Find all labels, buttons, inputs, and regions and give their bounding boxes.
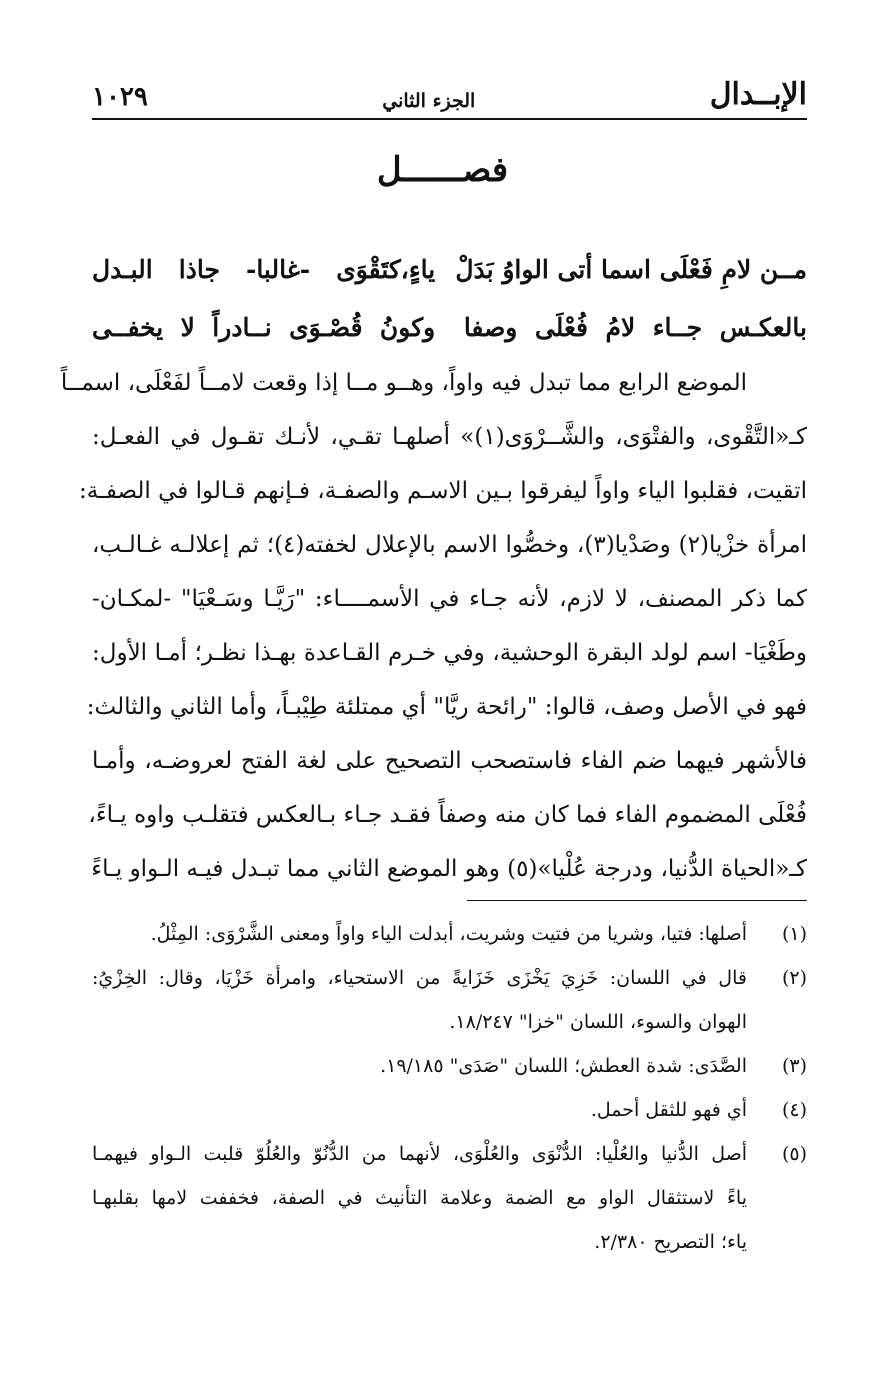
verse-line [92, 248, 807, 306]
running-header [92, 74, 807, 120]
footnotes [92, 912, 807, 1264]
footnote [92, 1044, 807, 1088]
prose-line: كما ذكر المصنف، لا لازم، لأنه جـاء في الأسمــــاء: "رَيَّـا وسَـعْيَا" -لمكـان- [92, 586, 807, 612]
verse-first-hemistich: مــن لامِ فَعْلَى اسما أتى الواوُ بَدَلْ [455, 255, 807, 284]
footnote [92, 912, 807, 956]
footnote-line: الصَّدَى: شدة العطش؛ اللسان "صَدَى" ١٩/١٨٥. [380, 1055, 747, 1077]
prose-line: اتقيت، فقلبوا الياء واواً ليفرقوا بـين الاسـم والصفـة، فـإنهم قـالوا في الصفـة: [79, 478, 807, 504]
prose-line: كـ«التَّقْوى، والفتْوَى، والشَّــرْوَى(١)» أصلهـا تقـي، لأنـك تقـول في الفعـل: [92, 424, 807, 450]
footnote-line: الهوان والسوء، اللسان "خزا" ١٨/٢٤٧. [449, 1011, 747, 1033]
footnote-body [92, 1132, 747, 1264]
prose-line: امرأة خزْيا(٢) وصَدْيا(٣)، وخصُّوا الاسم بالإعلال لخفته(٤)؛ ثم إعلالـه غـالـب، [92, 532, 807, 558]
footnote-line: أي فهو للثقل أحمل. [590, 1099, 747, 1121]
footnote [92, 1088, 807, 1132]
footnote-number: (١) [781, 923, 807, 945]
prose-line: فهو في الأصل وصف، قالوا: "رائحة ريَّا" أي ممتلئة طِيْبـاً، وأما الثاني والثالث: [86, 694, 807, 720]
footnote-line: أصلها: فتيا، وشريا من فتيت وشريت، أبدلت الياء واواً ومعنى الشَّرْوَى: المِثْلُ. [150, 923, 747, 945]
footnote-line: أصل الدُّنيا والعُلْيا: الدُّنْوَى والعُلْوَى، لأنهما من الدُّنُوّ والعُلُوّ قلبت الـواو فيهمـا [92, 1143, 747, 1165]
section-title-text: فصــــــل [376, 150, 509, 190]
footnote-number: (٤) [781, 1099, 807, 1121]
page-number: ١٠٢٩ [92, 82, 148, 112]
chapter-title: الإبــدال [709, 77, 807, 112]
footnote-number: (٣) [781, 1055, 807, 1077]
verse-block [92, 248, 807, 364]
section-heading [0, 150, 885, 190]
footnote-number: (٥) [781, 1143, 807, 1165]
footnote [92, 1132, 807, 1264]
prose-line: الموضع الرابع مما تبدل فيه واواً، وهــو مــا إذا وقعت لامــاً لفَعْلَى، اسمــاً [60, 370, 747, 396]
verse-first-hemistich: بالعكـس جــاء لامُ فُعْلَى وصفا [463, 313, 807, 342]
prose-line: كـ«الحياة الدُّنيا، ودرجة عُلْيا»(٥) وهو الموضع الثاني مما تبـدل فيـه الـواو يـاءً [91, 856, 807, 882]
footnote-separator [467, 900, 807, 901]
footnote-line: قال في اللسان: خَزِيَ يَخْزَى خَزَايةً من الاستحياء، وامرأة خَزْيَا، وقال: الخِزْيُ: [92, 967, 747, 989]
prose-line: وطَغْيَا- اسم لولد البقرة الوحشية، وفي خـرم القـاعدة بهـذا نظـر؛ أمـا الأول: [92, 640, 807, 666]
footnote-body [92, 956, 747, 1044]
commentary-paragraph [60, 356, 807, 896]
footnote-body [92, 912, 747, 956]
part-label: الجزء الثاني [382, 90, 476, 112]
footnote-line: ياءً لاستثقال الواو مع الضمة وعلامة التأنيث في الصفة، فخففت لامها بقلبهـا [92, 1187, 747, 1209]
prose-line: فُعْلَى المضموم الفاء فما كان منه وصفاً فقـد جـاء بـالعكس فتقلـب واوه يـاءً، [88, 802, 807, 828]
footnote-line: ياء؛ التصريح ٢/٣٨٠. [594, 1231, 747, 1253]
verse-second-hemistich: وكونُ قُصْـوَى نــادراً لا يخفــى [92, 313, 436, 342]
footnote-body [92, 1088, 747, 1132]
footnote-body [92, 1044, 747, 1088]
prose-line: فالأشهر فيهما ضم الفاء فاستصحب التصحيح على لغة الفتح لعروضـه، وأمـا [92, 748, 807, 774]
footnote [92, 956, 807, 1044]
verse-second-hemistich: ياءٍ،كتَقْوَى -غالبا- جاذا البـدل [92, 255, 436, 284]
footnote-number: (٢) [781, 967, 807, 989]
